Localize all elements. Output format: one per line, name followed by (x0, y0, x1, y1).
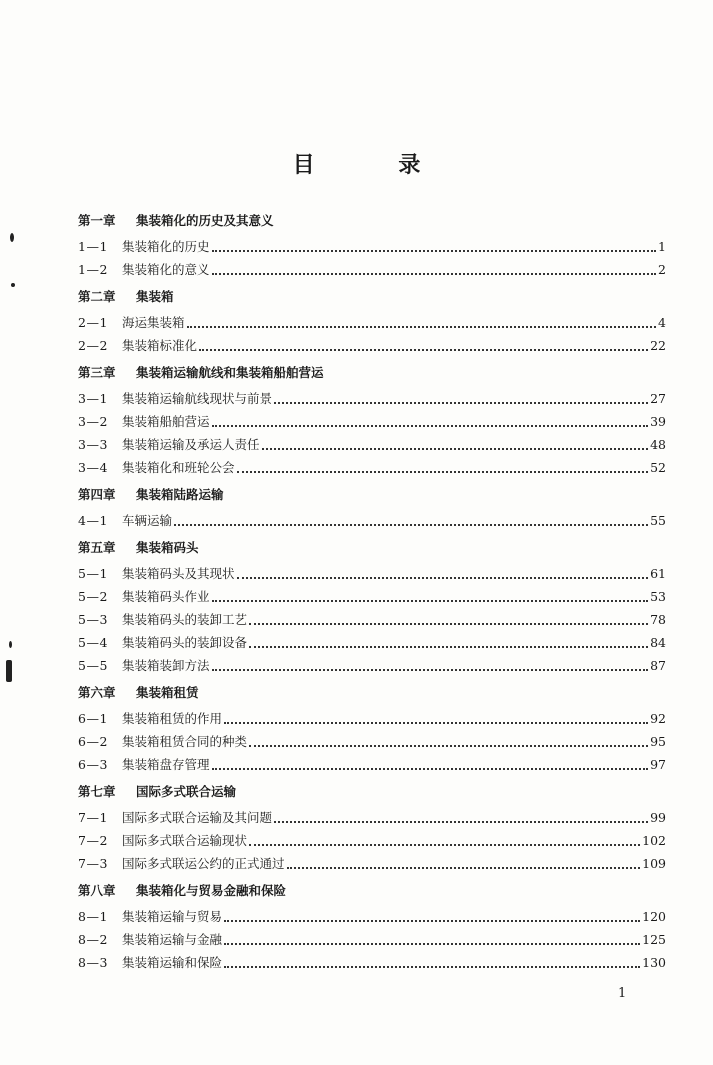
chapter-number: 第五章 (78, 540, 116, 555)
section-page: 97 (650, 757, 666, 772)
section-title: 集装箱租赁的作用 (122, 711, 223, 726)
toc-entry (78, 433, 666, 456)
chapter-number: 第一章 (78, 213, 116, 228)
section-page: 87 (650, 658, 666, 673)
toc-entry (78, 951, 666, 974)
dot-leader (224, 965, 640, 968)
chapter-title: 集装箱码头 (136, 540, 199, 555)
chapter-title: 集装箱运输航线和集装箱船舶营运 (136, 365, 324, 380)
toc-entry (78, 753, 666, 776)
section-page: 4 (658, 315, 666, 330)
chapter-heading (78, 212, 666, 230)
dot-leader (187, 325, 656, 328)
toc-entry (78, 707, 666, 730)
toc-entry (78, 387, 666, 410)
section-title: 集装箱码头作业 (122, 589, 210, 604)
section-page: 99 (650, 810, 666, 825)
table-of-contents (78, 212, 666, 981)
section-page: 102 (642, 833, 666, 848)
section-page: 120 (642, 909, 666, 924)
scan-speck (10, 233, 14, 242)
section-title: 集装箱租赁合同的种类 (122, 734, 248, 749)
section-title: 集装箱标准化 (122, 338, 198, 353)
section-number: 5—1 (78, 566, 108, 581)
section-title: 国际多式联合运输现状 (122, 833, 248, 848)
chapter-gap (78, 974, 666, 981)
section-number: 1—1 (78, 239, 108, 254)
section-number: 5—3 (78, 612, 108, 627)
chapter-heading (78, 539, 666, 557)
section-page: 61 (650, 566, 666, 581)
dot-leader (174, 523, 648, 526)
section-number: 7—1 (78, 810, 108, 825)
dot-leader (262, 447, 649, 450)
toc-entry (78, 258, 666, 281)
section-title: 集装箱运输与贸易 (122, 909, 223, 924)
dot-leader (212, 249, 656, 252)
section-title: 集装箱盘存管理 (122, 757, 210, 772)
chapter-gap (78, 281, 666, 288)
dot-leader (212, 599, 649, 602)
section-title: 集装箱化的历史 (122, 239, 210, 254)
chapter-heading (78, 288, 666, 306)
chapter-title: 集装箱陆路运输 (136, 487, 224, 502)
chapter-title: 集装箱化与贸易金融和保险 (136, 883, 287, 898)
toc-chapter (78, 364, 666, 486)
section-number: 2—2 (78, 338, 108, 353)
chapter-gap (78, 875, 666, 882)
chapter-heading (78, 364, 666, 382)
chapter-number: 第三章 (78, 365, 116, 380)
section-number: 6—3 (78, 757, 108, 772)
section-number: 2—1 (78, 315, 108, 330)
chapter-title: 集装箱化的历史及其意义 (136, 213, 274, 228)
section-page: 55 (650, 513, 666, 528)
toc-entry (78, 730, 666, 753)
dot-leader (212, 272, 656, 275)
section-number: 8—3 (78, 955, 108, 970)
section-page: 92 (650, 711, 666, 726)
toc-chapter (78, 288, 666, 364)
dot-leader (274, 820, 648, 823)
section-number: 6—2 (78, 734, 108, 749)
chapter-heading (78, 882, 666, 900)
section-page: 109 (642, 856, 666, 871)
toc-entry (78, 928, 666, 951)
section-title: 国际多式联运公约的正式通过 (122, 856, 285, 871)
toc-entry (78, 806, 666, 829)
section-title: 车辆运输 (122, 513, 173, 528)
toc-entry (78, 829, 666, 852)
dot-leader (212, 424, 649, 427)
chapter-heading (78, 486, 666, 504)
dot-leader (237, 470, 649, 473)
section-number: 5—5 (78, 658, 108, 673)
toc-entry (78, 585, 666, 608)
toc-chapter (78, 882, 666, 981)
section-page: 130 (642, 955, 666, 970)
dot-leader (249, 645, 648, 648)
section-title: 集装箱码头的装卸设备 (122, 635, 248, 650)
chapter-number: 第七章 (78, 784, 116, 799)
toc-entry (78, 654, 666, 677)
section-page: 1 (658, 239, 666, 254)
section-page: 53 (650, 589, 666, 604)
dot-leader (237, 576, 649, 579)
chapter-gap (78, 479, 666, 486)
chapter-gap (78, 776, 666, 783)
chapter-number: 第四章 (78, 487, 116, 502)
chapter-heading (78, 684, 666, 702)
chapter-title: 国际多式联合运输 (136, 784, 237, 799)
section-page: 2 (658, 262, 666, 277)
dot-leader (249, 622, 648, 625)
section-title: 集装箱码头及其现状 (122, 566, 235, 581)
section-title: 国际多式联合运输及其问题 (122, 810, 273, 825)
toc-chapter (78, 539, 666, 684)
toc-chapter (78, 212, 666, 288)
toc-entry (78, 334, 666, 357)
dot-leader (212, 668, 649, 671)
chapter-number: 第二章 (78, 289, 116, 304)
chapter-heading (78, 783, 666, 801)
dot-leader (287, 866, 641, 869)
toc-chapter (78, 783, 666, 882)
section-title: 集装箱化和班轮公会 (122, 460, 235, 475)
dot-leader (224, 919, 640, 922)
section-number: 7—3 (78, 856, 108, 871)
toc-entry (78, 456, 666, 479)
section-number: 3—2 (78, 414, 108, 429)
toc-entry (78, 631, 666, 654)
section-number: 8—1 (78, 909, 108, 924)
toc-entry (78, 905, 666, 928)
section-page: 27 (650, 391, 666, 406)
toc-entry (78, 608, 666, 631)
chapter-title: 集装箱租赁 (136, 685, 199, 700)
section-title: 集装箱运输航线现状与前景 (122, 391, 273, 406)
chapter-gap (78, 357, 666, 364)
section-title: 集装箱码头的装卸工艺 (122, 612, 248, 627)
section-number: 1—2 (78, 262, 108, 277)
dot-leader (274, 401, 648, 404)
section-page: 52 (650, 460, 666, 475)
section-number: 6—1 (78, 711, 108, 726)
chapter-number: 第六章 (78, 685, 116, 700)
section-title: 集装箱运输与金融 (122, 932, 223, 947)
section-page: 95 (650, 734, 666, 749)
toc-entry (78, 410, 666, 433)
toc-chapter (78, 486, 666, 539)
chapter-gap (78, 677, 666, 684)
dot-leader (224, 721, 648, 724)
section-number: 7—2 (78, 833, 108, 848)
section-page: 78 (650, 612, 666, 627)
toc-entry (78, 235, 666, 258)
dot-leader (249, 744, 648, 747)
dot-leader (224, 942, 640, 945)
toc-entry (78, 509, 666, 532)
section-title: 集装箱装卸方法 (122, 658, 210, 673)
section-title: 集装箱化的意义 (122, 262, 210, 277)
dot-leader (249, 843, 640, 846)
toc-chapter (78, 684, 666, 783)
section-title: 集装箱船舶营运 (122, 414, 210, 429)
section-number: 8—2 (78, 932, 108, 947)
toc-entry (78, 562, 666, 585)
section-number: 4—1 (78, 513, 108, 528)
section-number: 5—2 (78, 589, 108, 604)
chapter-title: 集装箱 (136, 289, 174, 304)
dot-leader (199, 348, 648, 351)
section-number: 3—3 (78, 437, 108, 452)
section-number: 5—4 (78, 635, 108, 650)
page-number: 1 (618, 986, 627, 1001)
section-number: 3—4 (78, 460, 108, 475)
section-page: 84 (650, 635, 666, 650)
section-title: 海运集装箱 (122, 315, 185, 330)
chapter-number: 第八章 (78, 883, 116, 898)
scan-speck (9, 641, 12, 648)
section-page: 48 (650, 437, 666, 452)
page-title: 目 录 (292, 152, 459, 178)
section-title: 集装箱运输和保险 (122, 955, 223, 970)
section-page: 39 (650, 414, 666, 429)
section-title: 集装箱运输及承运人责任 (122, 437, 260, 452)
section-page: 22 (650, 338, 666, 353)
dot-leader (212, 767, 649, 770)
section-page: 125 (642, 932, 666, 947)
toc-entry (78, 311, 666, 334)
chapter-gap (78, 532, 666, 539)
section-number: 3—1 (78, 391, 108, 406)
scan-speck (6, 660, 12, 682)
scan-speck (11, 283, 15, 287)
toc-entry (78, 852, 666, 875)
